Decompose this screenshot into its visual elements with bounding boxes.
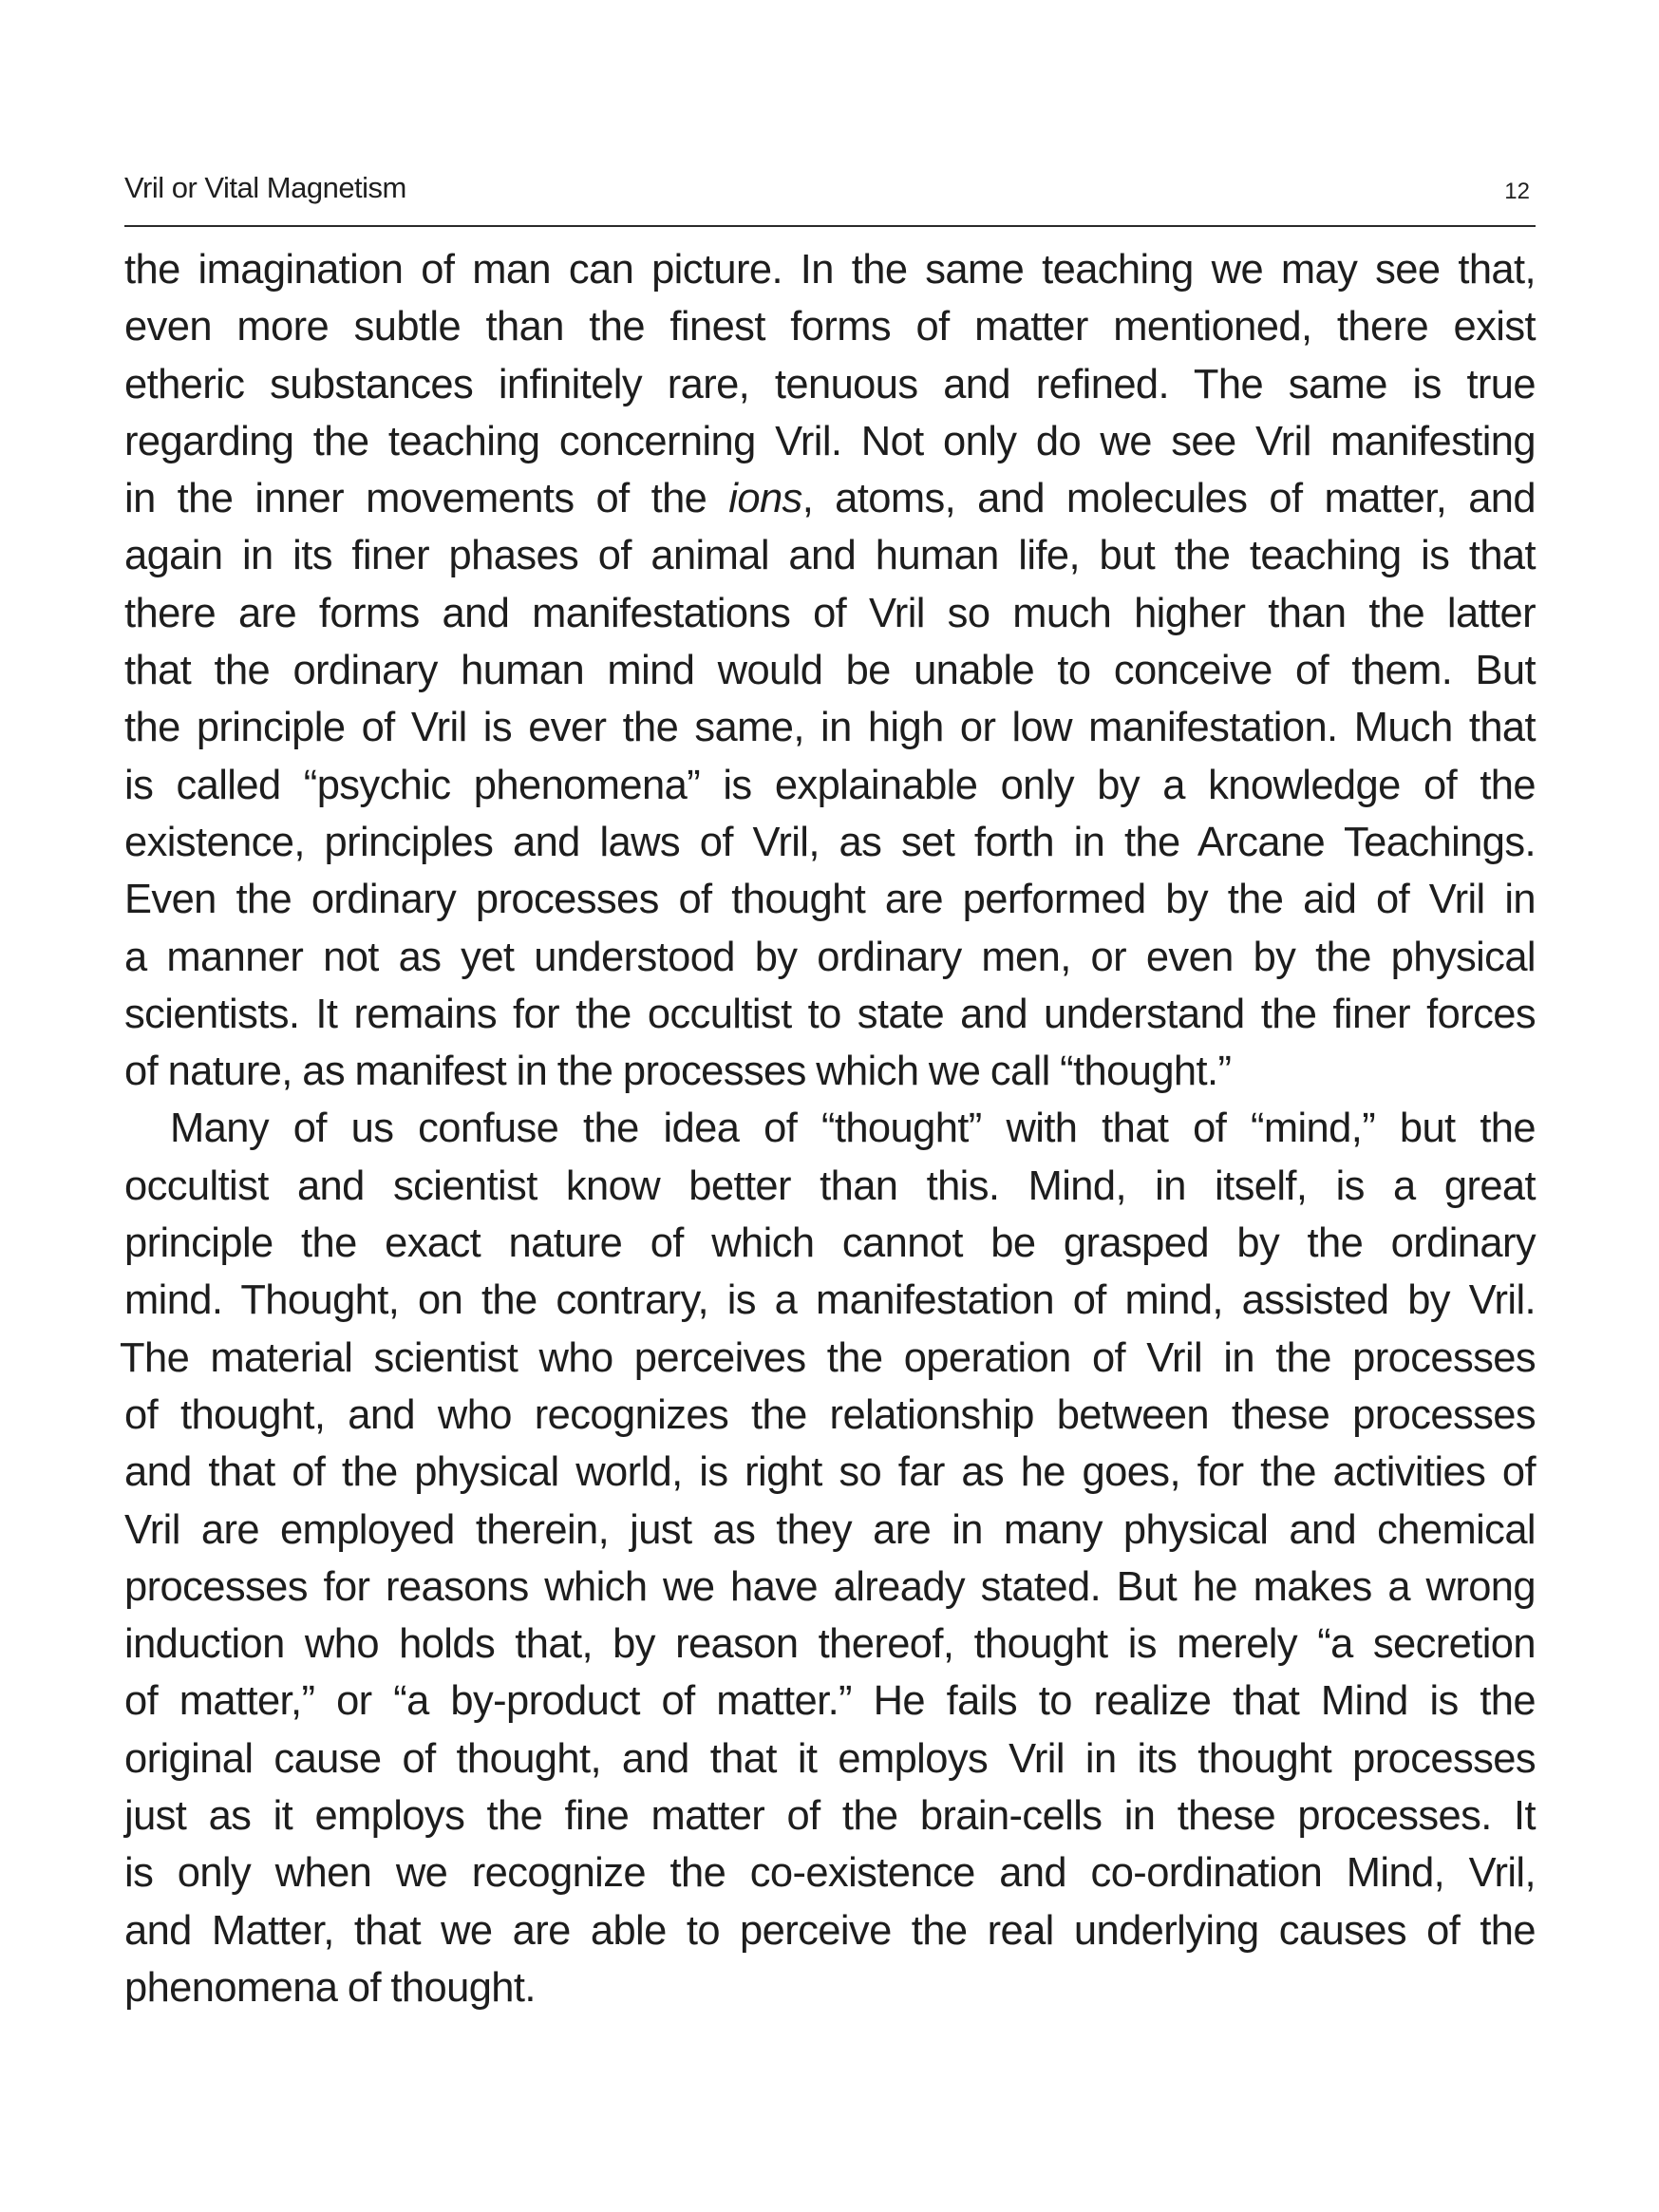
text-line: again in its finer phases of animal and human life, but the teaching is that — [124, 533, 1536, 579]
text-line: of nature, as manifest in the processes which we call “thought.” — [124, 1049, 1232, 1095]
text-line: Vril are employed therein, just as they are in many physical and chemical — [124, 1506, 1536, 1553]
text-line: regarding the teaching concerning Vril. Not only do we see Vril manifesting — [124, 418, 1536, 464]
running-header — [124, 167, 1536, 205]
paragraph-2 — [120, 1100, 1536, 2016]
page-number: 12 — [1504, 179, 1530, 204]
running-title: Vril or Vital Magnetism — [124, 171, 406, 204]
text-line: principle the exact nature of which cannot be grasped by the ordinary — [124, 1220, 1536, 1267]
text-line: occultist and scientist know better than this. Mind, in itself, is a great — [124, 1163, 1536, 1209]
text-run: in the inner movements of the — [124, 476, 729, 522]
text-line: even more subtle than the finest forms of matter mentioned, there exist — [124, 304, 1536, 350]
text-line: just as it employs the fine matter of the brain-cells in these processes. It — [124, 1793, 1536, 1840]
text-line: original cause of thought, and that it employs Vril in its thought processes — [124, 1735, 1536, 1782]
text-line: The material scientist who perceives the operation of Vril in the processes — [120, 1334, 1536, 1381]
text-line: induction who holds that, by reason thereof, thought is merely “a secretion — [124, 1621, 1536, 1668]
text-run: , atoms, and molecules of matter, and — [801, 476, 1536, 522]
text-line: Even the ordinary processes of thought are performed by the aid of Vril in — [124, 877, 1536, 923]
text-line: the imagination of man can picture. In the same teaching we may see that, — [124, 247, 1536, 293]
body-text — [120, 241, 1536, 2016]
text-line: of thought, and who recognizes the relationship between these processes — [124, 1391, 1536, 1438]
paragraph-1 — [124, 241, 1536, 1100]
text-line: phenomena of thought. — [124, 1964, 536, 2011]
text-line: is only when we recognize the co-existence and co-ordination Mind, Vril, — [124, 1850, 1536, 1897]
text-line: existence, principles and laws of Vril, as set forth in the Arcane Teachings. — [124, 819, 1536, 865]
text-line: processes for reasons which we have already stated. But he makes a wrong — [124, 1563, 1536, 1610]
text-line: there are forms and manifestations of Vril so much higher than the latter — [124, 590, 1536, 636]
italic-term: ions — [728, 476, 802, 522]
text-line: Many of us confuse the idea of “thought” with that of “mind,” but the — [170, 1106, 1536, 1152]
text-line — [124, 470, 1536, 527]
text-line: the principle of Vril is ever the same, in high or low manifestation. Much that — [124, 705, 1536, 751]
text-line: etheric substances infinitely rare, tenuous and refined. The same is true — [124, 361, 1536, 407]
text-line: and that of the physical world, is right so far as he goes, for the activities of — [124, 1449, 1536, 1496]
text-line: of matter,” or “a by-product of matter.” He fails to realize that Mind is the — [124, 1678, 1536, 1725]
text-line: that the ordinary human mind would be unable to conceive of them. But — [124, 648, 1536, 694]
text-line: mind. Thought, on the contrary, is a manifestation of mind, assisted by Vril. — [124, 1277, 1536, 1324]
text-line: scientists. It remains for the occultist to state and understand the finer forces — [124, 991, 1536, 1037]
text-line: is called “psychic phenomena” is explainable only by a knowledge of the — [124, 762, 1536, 808]
header-rule — [124, 225, 1536, 227]
text-line: and Matter, that we are able to perceive the real underlying causes of the — [124, 1907, 1536, 1954]
text-line: a manner not as yet understood by ordinary men, or even by the physical — [124, 934, 1536, 980]
